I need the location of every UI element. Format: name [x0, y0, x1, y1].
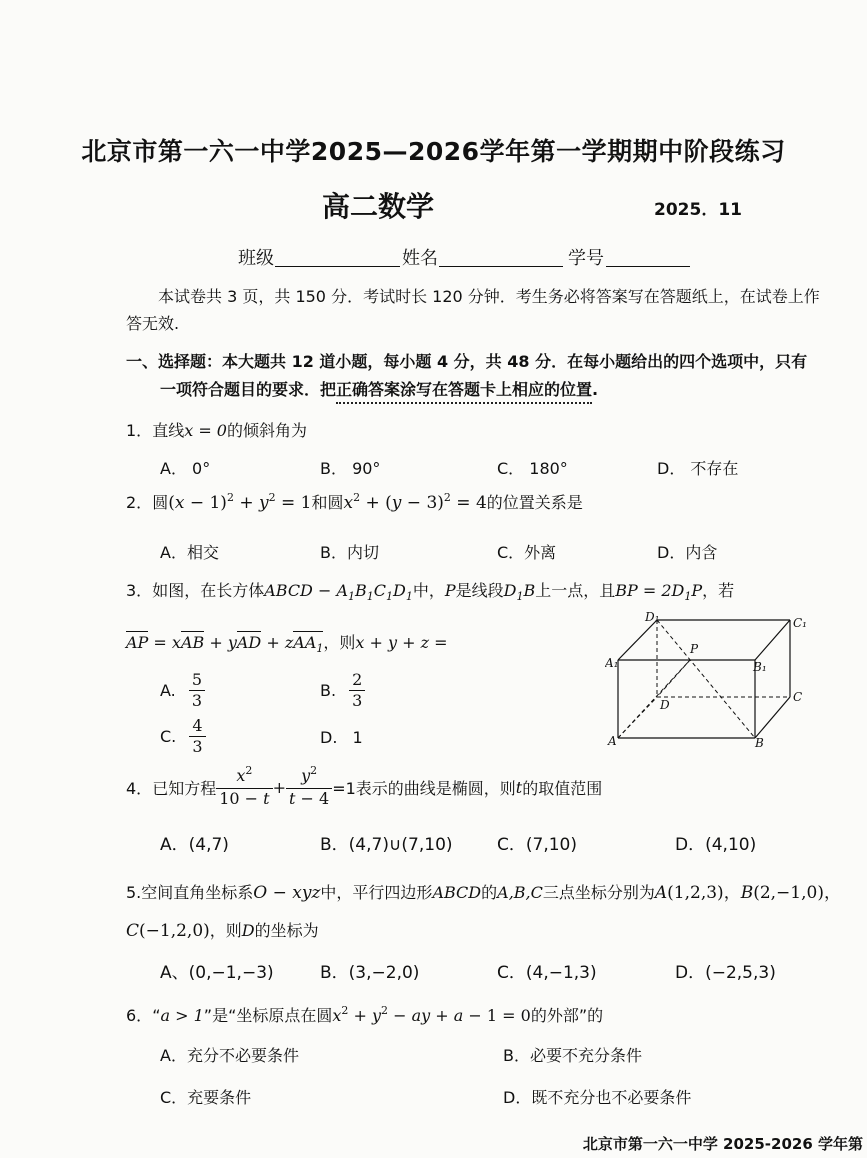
stem-text: 直线 — [152, 421, 185, 440]
stem-text: 三点坐标分别为 — [542, 883, 655, 902]
option-label: A. — [160, 681, 176, 700]
label-c: C — [793, 690, 803, 704]
q1-option-c[interactable]: C． 180° — [497, 459, 568, 478]
stem-text: =1表示的曲线是椭圆，则 — [332, 779, 516, 798]
question-number: 4． — [126, 779, 153, 798]
q6-option-b[interactable]: B．必要不充分条件 — [503, 1046, 642, 1065]
stem-text: 是线段 — [455, 581, 504, 600]
intro-line-1: 本试卷共 3 页，共 150 分．考试时长 120 分钟．考生务必将答案写在答题纸上，在试卷上作 — [158, 287, 820, 306]
math-expr: A,B,C — [497, 883, 543, 902]
student-id-blank[interactable] — [606, 266, 690, 267]
label-b1: B₁ — [753, 660, 767, 674]
q3-option-d[interactable] — [320, 728, 363, 747]
question-6-stem — [126, 1003, 603, 1026]
q1-option-d[interactable]: D． 不存在 — [657, 459, 739, 478]
q2-option-a[interactable]: A．相交 — [160, 543, 219, 562]
stem-text: 如图，在长方体 — [152, 581, 265, 600]
q4-option-c[interactable]: C．(7,10) — [497, 835, 577, 855]
section-1-heading: 一、选择题：本大题共 12 道小题，每小题 4 分，共 48 分．在每小题给出的四个选项中，只有 — [126, 352, 808, 371]
edge-bc — [755, 697, 790, 738]
stem-text: 和圆 — [311, 493, 344, 512]
q5-option-a[interactable]: A、(0,−1,−3) — [160, 963, 274, 983]
stem-text: 的外部”的 — [530, 1006, 604, 1025]
stem-text: ，则 — [209, 921, 242, 940]
edge-b1c1 — [755, 620, 790, 660]
q1-option-a[interactable]: A． 0° — [160, 459, 211, 478]
subject-title: 高二数学 — [322, 190, 435, 223]
q5-option-c[interactable]: C．(4,−1,3) — [497, 963, 597, 983]
question-number: 1． — [126, 421, 153, 440]
math-expr: BP = $2D_1P$ — [615, 581, 703, 603]
q1-option-b[interactable]: B． 90° — [320, 459, 381, 478]
vector-equation: AP = xAB + yAD + zAA$_1$ — [126, 633, 324, 655]
label-a1: A₁ — [605, 656, 619, 670]
stem-text: 中， — [412, 581, 445, 600]
stem-text: 的位置关系是 — [486, 493, 583, 512]
label-p: P — [690, 642, 699, 656]
stem-text: “ — [152, 1006, 161, 1025]
stem-text: ”是“坐标原点在圆 — [203, 1006, 333, 1025]
fraction — [189, 670, 205, 711]
class-label: 班级 — [238, 248, 274, 269]
label-b: B — [755, 736, 764, 750]
name-blank[interactable] — [439, 266, 563, 267]
q4-option-a[interactable]: A．(4,7) — [160, 835, 229, 855]
student-info-row — [0, 244, 867, 274]
stem-text: 的 — [481, 883, 498, 902]
math-expr: x + y + z = — [355, 633, 448, 652]
question-number: 3． — [126, 581, 153, 600]
instruction-end: . — [592, 380, 599, 399]
q4-option-b[interactable]: B．(4,7)∪(7,10) — [320, 835, 453, 855]
q2-option-b[interactable]: B．内切 — [320, 543, 379, 562]
stem-text: 的取值范围 — [522, 779, 603, 798]
label-c1: C₁ — [793, 616, 807, 630]
denominator: 3 — [191, 691, 203, 710]
segment-d1b — [657, 620, 755, 738]
option-label: C. — [160, 727, 177, 746]
question-number: 5. — [126, 883, 142, 902]
student-id-label: 学号 — [568, 248, 604, 269]
math-expr: x = 0 — [184, 421, 227, 440]
option-label: D. — [320, 728, 338, 747]
intro-line-2: 答无效. — [126, 314, 180, 333]
math-expr: P — [444, 581, 456, 600]
denominator: 3 — [352, 691, 363, 710]
exam-date: 2025．11 — [654, 200, 742, 220]
q6-option-a[interactable]: A．充分不必要条件 — [160, 1046, 299, 1065]
point-c: C(−1,2,0) — [126, 921, 210, 941]
label-d1: D₁ — [645, 610, 660, 624]
name-label: 姓名 — [402, 248, 438, 269]
stem-text: 空间直角坐标系 — [141, 883, 254, 902]
question-4-stem: 4．已知方程 $\frac{x^2}{10 - t}$ + $\frac{y^2}{t - 4}$ =1表示的曲线是椭圆，则t的取值范围 — [126, 764, 603, 808]
option-label: B. — [320, 681, 337, 700]
question-3-stem-line-2 — [126, 630, 448, 653]
math-expr: D — [241, 921, 255, 940]
section-1-instruction — [160, 377, 598, 400]
stem-text: 中，平行四边形 — [320, 883, 433, 902]
stem-text: 圆 — [152, 493, 169, 512]
q6-option-d[interactable]: D．既不充分也不必要条件 — [503, 1088, 692, 1107]
q3-option-b[interactable] — [320, 670, 365, 711]
q3-option-c[interactable] — [160, 716, 206, 757]
math-expr: ABCD − $A_1B_1C_1D_1$ — [264, 581, 413, 603]
question-1-stem — [126, 418, 307, 441]
q4-option-d[interactable]: D．(4,10) — [675, 835, 757, 855]
math-expr: $(x - 1)^2 + y^2 = 1$ — [168, 491, 312, 513]
fraction — [189, 716, 205, 757]
fraction: $\frac{x^2}{10 - t}$ — [216, 766, 272, 809]
q5-option-d[interactable]: D．(−2,5,3) — [675, 963, 776, 983]
question-5-stem-line-1 — [126, 878, 841, 903]
stem-text: 上一点，且 — [535, 581, 616, 600]
option-value: 1 — [352, 728, 363, 747]
denominator: 3 — [192, 737, 203, 756]
q5-option-b[interactable]: B．(3,−2,0) — [320, 963, 420, 983]
question-2-stem — [126, 490, 583, 513]
q3-option-a[interactable] — [160, 670, 205, 711]
edge-a1d1 — [618, 620, 657, 660]
math-expr: a > 1 — [160, 1006, 204, 1025]
math-expr: $x^2 + y^2$ − ay + a − 1 = 0 — [332, 1004, 531, 1025]
question-number: 6． — [126, 1006, 153, 1025]
class-blank[interactable] — [275, 266, 400, 267]
label-a: A — [608, 734, 617, 748]
stem-text: ，则 — [323, 633, 356, 652]
math-expr: t — [515, 778, 523, 797]
stem-text: 的倾斜角为 — [226, 421, 307, 440]
fraction — [349, 670, 365, 711]
page-footer: 北京市第一六一中学 2025-2026 学年第 — [582, 1135, 863, 1153]
numerator: 4 — [189, 716, 205, 737]
numerator: 5 — [189, 670, 205, 691]
math-expr: O − xyz — [253, 883, 321, 903]
question-5-stem-line-2 — [126, 918, 319, 941]
math-expr: ABCD — [432, 883, 482, 902]
math-expr: $D_1B$ — [503, 581, 536, 603]
segment-pd — [657, 660, 690, 697]
q2-option-c[interactable]: C．外离 — [497, 543, 557, 562]
stem-text: 已知方程 — [152, 779, 217, 798]
q6-option-c[interactable]: C．充要条件 — [160, 1088, 252, 1107]
label-d: D — [660, 698, 670, 712]
numerator: 2 — [349, 670, 365, 691]
stem-text: ，若 — [702, 581, 735, 600]
point-a: A(1,2,3)，B(2,−1,0)， — [654, 883, 841, 903]
question-number: 2． — [126, 493, 153, 512]
q2-option-d[interactable]: D．内含 — [657, 543, 718, 562]
instruction-plain: 一项符合题目的要求．把 — [160, 380, 337, 399]
question-3-stem-line-1 — [126, 578, 734, 601]
cuboid-figure — [605, 605, 810, 755]
fraction: $\frac{y^2}{t - 4}$ — [286, 766, 332, 809]
math-expr: $x^2 + (y - 3)^2 = 4$ — [343, 491, 487, 513]
instruction-emphasis: 正确答案涂写在答题卡上相应的位置 — [336, 380, 592, 404]
exam-title: 北京市第一六一中学2025—2026学年第一学期期中阶段练习 — [81, 137, 786, 166]
stem-text: 的坐标为 — [254, 921, 319, 940]
